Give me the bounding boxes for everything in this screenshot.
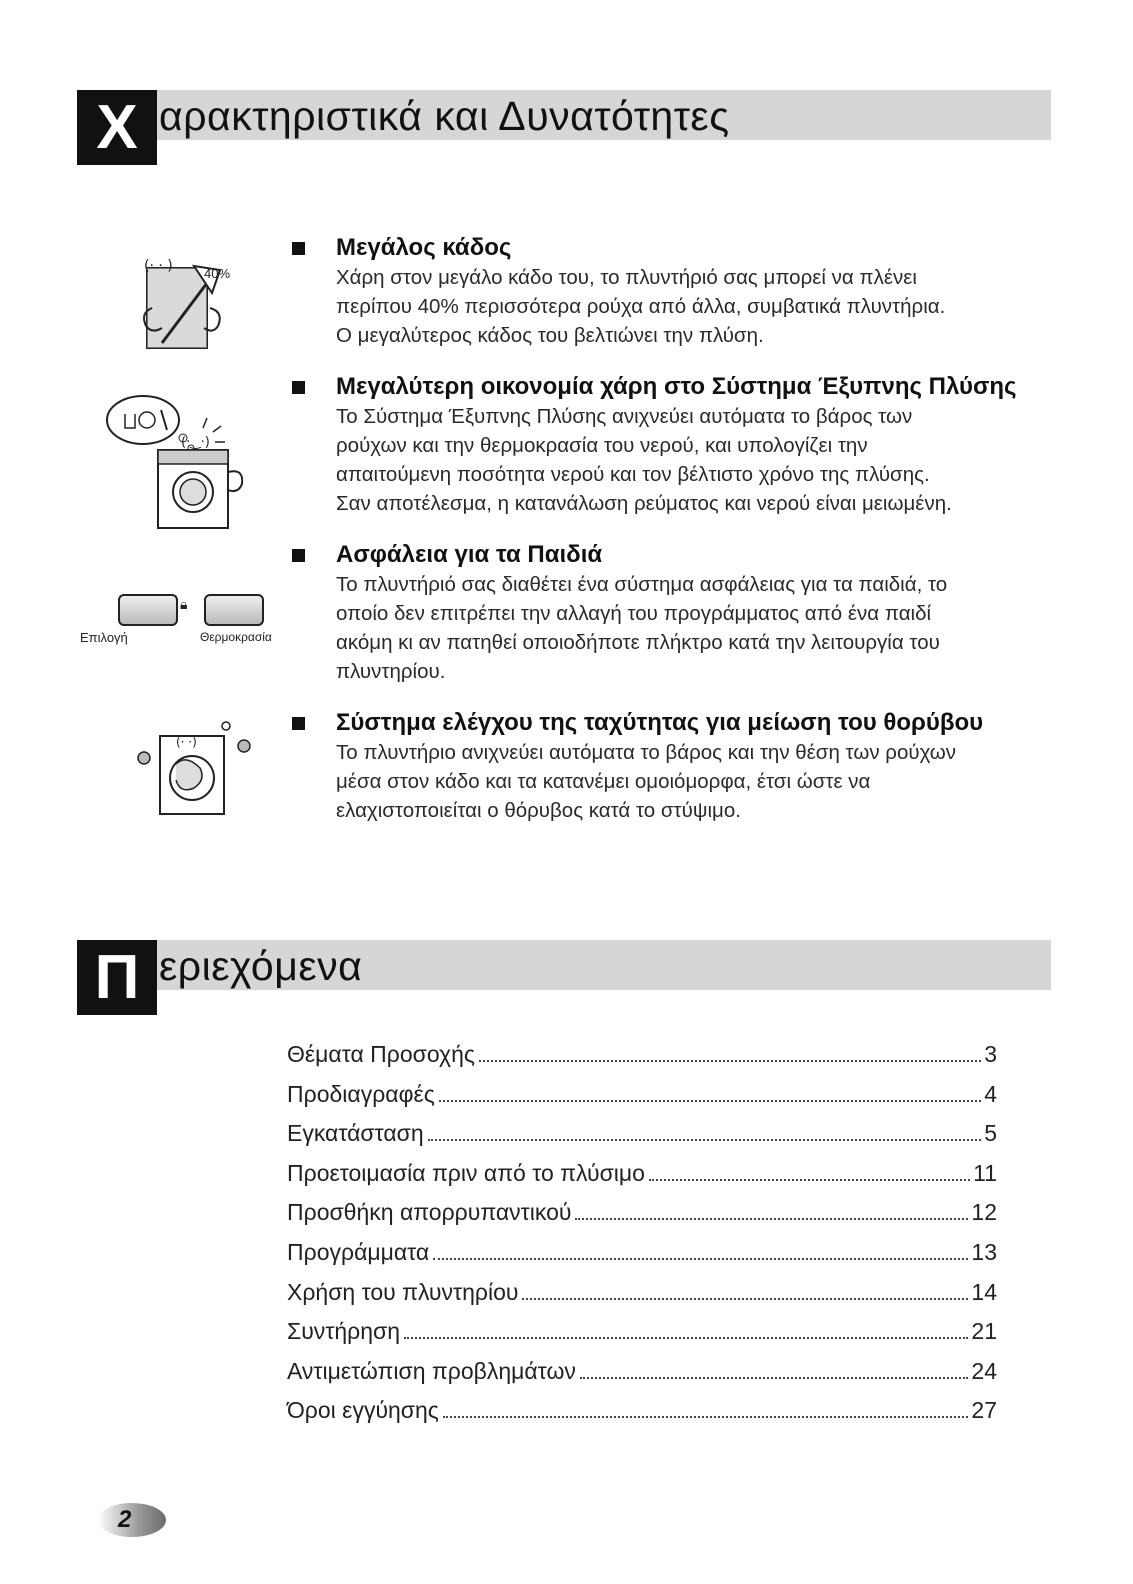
toc-label: Χρήση του πλυντηρίου — [287, 1278, 519, 1305]
feature-line: πλυντηρίου. — [336, 660, 446, 683]
toc-page: 24 — [971, 1357, 997, 1384]
noise-control-illustration — [132, 718, 262, 823]
toc-page: 14 — [971, 1278, 997, 1305]
toc-entry[interactable] — [287, 1239, 997, 1279]
bullet-icon — [292, 549, 305, 562]
header-initial: Χ — [77, 90, 157, 165]
toc-label: Προσθήκη απορρυπαντικού — [287, 1199, 572, 1226]
toc-page: 21 — [971, 1318, 997, 1345]
toc-label: Συντήρηση — [287, 1318, 401, 1345]
toc-page: 12 — [971, 1199, 997, 1226]
child-lock-illustration — [78, 590, 278, 650]
section-title: εριεχόμενα — [159, 943, 363, 989]
feature-line: Το πλυντήριό σας διαθέτει ένα σύστημα ασφάλειας για τα παιδιά, το — [336, 573, 948, 596]
toc-page: 4 — [984, 1080, 997, 1107]
toc-entry[interactable] — [287, 1199, 997, 1239]
toc-page: 11 — [973, 1159, 997, 1186]
toc-leader — [479, 1060, 981, 1062]
toc-entry[interactable] — [287, 1318, 997, 1358]
drum-icon — [132, 248, 242, 353]
feature-line: Το πλυντήριο ανιχνεύει αυτόματα το βάρος και την θέση των ρούχων — [336, 741, 957, 764]
toc-label: Εγκατάσταση — [287, 1120, 424, 1147]
balanced-drum-icon — [132, 718, 262, 818]
toc-entry[interactable] — [287, 1041, 997, 1081]
feature-smart-wash — [290, 372, 1050, 518]
feature-line: ακόμη κι αν πατηθεί οποιοδήποτε πλήκτρο κατά την λειτουργία του — [336, 631, 940, 654]
feature-noise-control — [290, 708, 1050, 825]
section-header-features — [77, 90, 1051, 165]
feature-line: ρούχων και την θερμοκρασία του νερού, και υπολογίζει την — [336, 434, 868, 457]
toc-label: Αντιμετώπιση προβλημάτων — [287, 1357, 576, 1384]
feature-line: περίπου 40% περισσότερα ρούχα από άλλα, συμβατικά πλυντήρια. — [336, 295, 946, 318]
bullet-icon — [292, 717, 305, 730]
section-title: αρακτηριστικά και Δυνατότητες — [159, 93, 730, 139]
feature-title: Σύστημα ελέγχου της ταχύτητας για μείωση του θορύβου — [336, 709, 984, 736]
feature-title: Μεγαλύτερη οικονομία χάρη στο Σύστημα Έξυπνης Πλύσης — [336, 373, 1017, 400]
feature-child-safety — [290, 540, 1050, 686]
washing-machine-icon — [103, 392, 253, 532]
feature-body — [290, 263, 1050, 350]
toc-leader — [428, 1139, 982, 1141]
toc-leader — [580, 1377, 969, 1379]
feature-line: απαιτούμενη ποσότητα νερού και τον βέλτιστο χρόνο της πλύσης. — [336, 463, 930, 486]
toc-entry[interactable] — [287, 1397, 997, 1437]
feature-body — [290, 402, 1050, 518]
toc-label: Προετοιμασία πριν από το πλύσιμο — [287, 1159, 645, 1186]
section-header-contents — [77, 940, 1051, 1015]
bullet-icon — [292, 242, 305, 255]
toc-page: 13 — [971, 1238, 997, 1265]
toc-label: Προδιαγραφές — [287, 1080, 435, 1107]
smart-wash-illustration — [103, 392, 253, 537]
feature-body — [290, 738, 1050, 825]
toc-page: 5 — [984, 1120, 997, 1147]
feature-body — [290, 570, 1050, 686]
feature-line: Σαν αποτέλεσμα, η κατανάλωση ρεύματος και νερού είναι μειωμένη. — [336, 492, 952, 515]
feature-line: Το Σύστημα Έξυπνης Πλύσης ανιχνεύει αυτόματα το βάρος των — [336, 405, 913, 428]
feature-line: ελαχιστοποιείται ο θόρυβος κατά το στύψιμο. — [336, 799, 741, 822]
toc-leader — [522, 1298, 968, 1300]
toc-leader — [404, 1337, 968, 1339]
toc-entry[interactable] — [287, 1160, 997, 1200]
feature-line: Χάρη στον μεγάλο κάδο του, το πλυντήριό σας μπορεί να πλένει — [336, 266, 917, 289]
feature-title: Ασφάλεια για τα Παιδιά — [336, 541, 603, 568]
toc-entry[interactable] — [287, 1120, 997, 1160]
feature-line: οποίο δεν επιτρέπει την αλλαγή του προγράμματος από ένα παιδί — [336, 602, 932, 625]
header-initial: Π — [77, 940, 157, 1015]
toc-entry[interactable] — [287, 1279, 997, 1319]
bullet-icon — [292, 381, 305, 394]
toc-leader — [443, 1416, 969, 1418]
toc-leader — [433, 1258, 968, 1260]
svg-text:(· ·): (· ·) — [176, 735, 197, 749]
toc-label: Προγράμματα — [287, 1238, 430, 1265]
drum-percent-label: 40% — [204, 266, 231, 281]
feature-title: Μεγάλος κάδος — [336, 234, 512, 261]
toc-entry[interactable] — [287, 1081, 997, 1121]
toc-label: Θέματα Προσοχής — [287, 1041, 475, 1067]
table-of-contents — [287, 1041, 997, 1437]
toc-label: Όροι εγγύησης — [287, 1397, 439, 1424]
page-number: 2 — [118, 1506, 132, 1533]
toc-leader — [575, 1218, 968, 1220]
temperature-button-icon — [204, 594, 264, 626]
svg-text:(·‿·): (·‿·) — [181, 435, 210, 450]
toc-entry[interactable] — [287, 1358, 997, 1398]
svg-text:(· · ): (· · ) — [144, 258, 173, 274]
toc-leader — [649, 1179, 970, 1181]
toc-leader — [439, 1100, 981, 1102]
feature-large-drum — [290, 233, 1050, 350]
option-label: Επιλογή — [80, 630, 128, 645]
toc-page: 3 — [984, 1041, 997, 1067]
option-button-icon — [118, 594, 178, 626]
large-drum-illustration — [132, 248, 242, 358]
feature-line: Ο μεγαλύτερος κάδος του βελτιώνει την πλύση. — [336, 324, 764, 347]
lock-icon: 🔒︎ — [180, 596, 188, 612]
toc-page: 27 — [971, 1397, 997, 1424]
page-number-badge — [88, 1500, 168, 1540]
temperature-label: Θερμοκρασία — [200, 630, 272, 644]
feature-line: μέσα στον κάδο και τα κατανέμει ομοιόμορφα, έτσι ώστε να — [336, 770, 871, 793]
